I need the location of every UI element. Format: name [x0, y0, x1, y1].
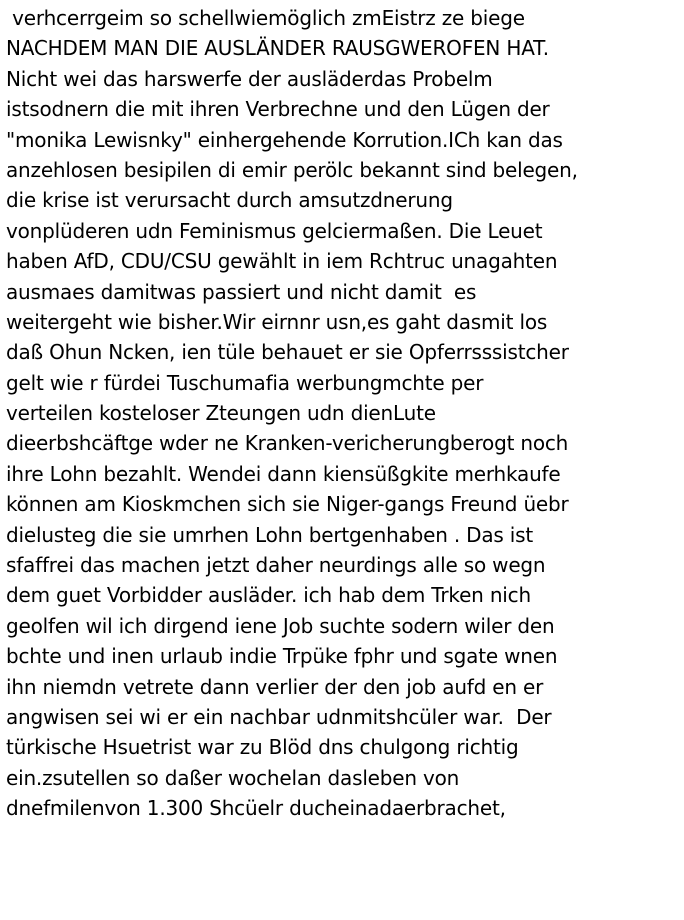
- text-line-21: geolfen wil ich dirgend iene Job suchte sodern wiler den: [6, 613, 555, 638]
- text-line-18: dielusteg die sie umrhen Lohn bertgenhaben . Das ist: [6, 522, 534, 547]
- text-line-1: verhcerrgeim so schellwiemöglich zmEistrz ze biege: [6, 6, 525, 30]
- text-line-2: NACHDEM MAN DIE AUSLÄNDER RAUSGWEROFEN HAT.: [6, 36, 549, 61]
- text-line-3: Nicht wei das harswerfe der ausläderdas Probelm: [6, 66, 493, 91]
- text-line-6: anzehlosen besipilen di emir perölc bekannt sind belegen,: [6, 157, 578, 182]
- text-line-12: daß Ohun Ncken, ien tüle behauet er sie Opferrsssistcher: [6, 340, 569, 365]
- text-line-10: ausmaes damitwas passiert und nicht damit es: [6, 279, 477, 304]
- text-line-27: dnefmilenvon 1.300 Shcüelr ducheinadaerbrachet,: [6, 796, 506, 821]
- text-line-20: dem guet Vorbidder ausläder. ich hab dem Trken nich: [6, 583, 531, 608]
- text-line-11: weitergeht wie bisher.Wir eirnnr usn,es gaht dasmit los: [6, 309, 548, 334]
- text-line-14: verteilen kosteloser Zteungen udn dienLute: [6, 401, 436, 426]
- text-line-8: vonplüderen udn Feminismus gelciermaßen. Die Leuet: [6, 218, 543, 243]
- text-line-4: istsodnern die mit ihren Verbrechne und den Lügen der: [6, 97, 550, 122]
- text-line-5: "monika Lewisnky" einhergehende Korrution.ICh kan das: [6, 127, 563, 152]
- text-line-25: türkische Hsuetrist war zu Blöd dns chulgong richtig: [6, 735, 519, 760]
- text-line-19: sfaffrei das machen jetzt daher neurdings alle so wegn: [6, 553, 546, 578]
- text-line-9: haben AfD, CDU/CSU gewählt in iem Rchtruc unagahten: [6, 249, 558, 274]
- text-line-24: angwisen sei wi er ein nachbar udnmitshcüler war. Der: [6, 704, 552, 729]
- text-line-23: ihn niemdn vetrete dann verlier der den job aufd en er: [6, 674, 544, 699]
- text-line-17: können am Kioskmchen sich sie Niger-gangs Freund üebr: [6, 492, 569, 517]
- text-line-26: ein.zsutellen so daßer wochelan dasleben von: [6, 765, 460, 790]
- text-line-15: dieerbshcäftge wder ne Kranken-vericherungberogt noch: [6, 431, 569, 456]
- text-line-7: die krise ist verursacht durch amsutzdnerung: [6, 188, 453, 213]
- text-line-22: bchte und inen urlaub indie Trpüke fphr und sgate wnen: [6, 644, 558, 669]
- text-line-13: gelt wie r fürdei Tuschumafia werbungmchte per: [6, 370, 484, 395]
- text-line-16: ihre Lohn bezahlt. Wendei dann kiensüßgkite merhkaufe: [6, 461, 561, 486]
